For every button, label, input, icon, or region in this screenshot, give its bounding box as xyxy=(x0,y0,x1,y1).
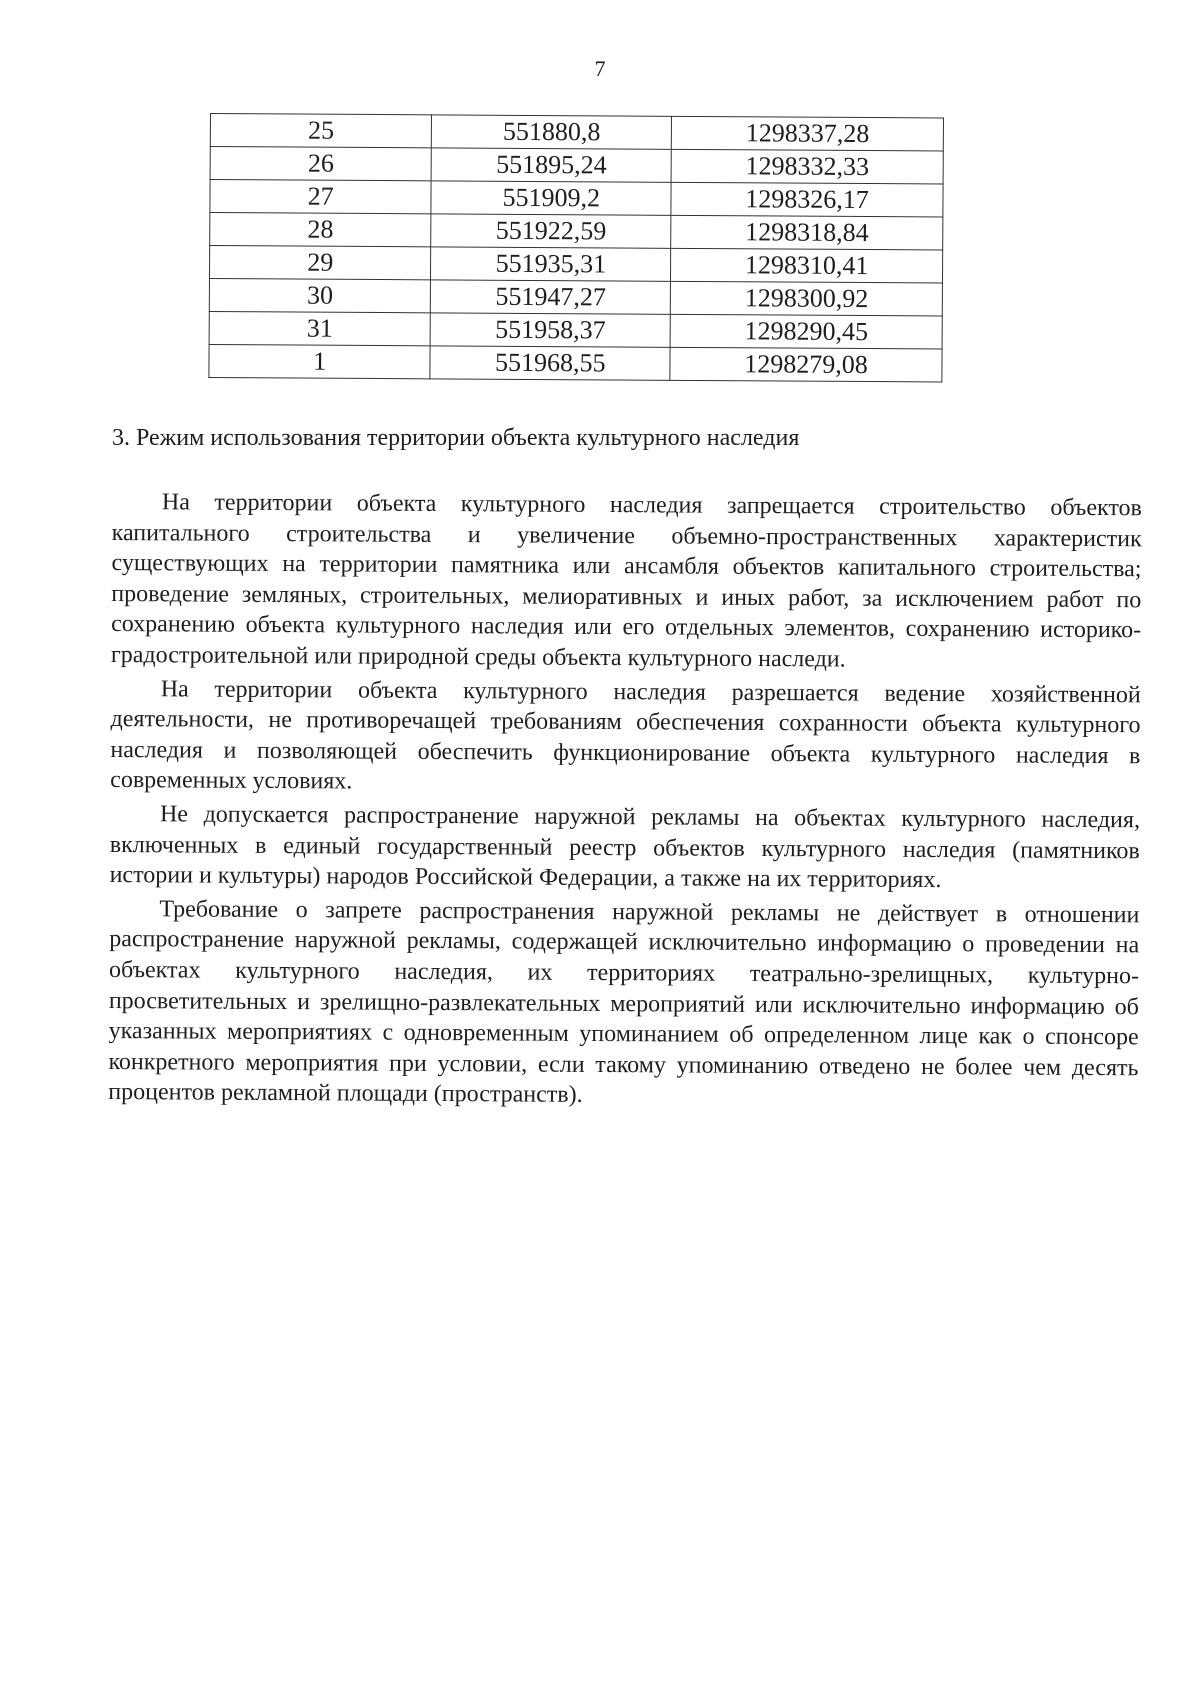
table-row xyxy=(209,344,942,381)
point-number-cell: 28 xyxy=(210,213,432,247)
x-coordinate-cell: 551909,2 xyxy=(431,181,671,215)
y-coordinate-cell: 1298300,92 xyxy=(671,281,943,316)
table-row xyxy=(210,213,943,250)
x-coordinate-cell: 551895,24 xyxy=(431,148,671,182)
paragraph-permitted-activity: На территории объекта культурного наследия разрешается ведение хозяйственной деятельности, не противоречащей требованиям обеспечения сохранности объекта культурного наследия и позволяющей обеспечить функционирование объекта культурного наследия в современных условиях. xyxy=(110,675,1141,795)
point-number-cell: 31 xyxy=(209,311,431,345)
x-coordinate-cell: 551922,59 xyxy=(431,214,671,248)
x-coordinate-cell: 551958,37 xyxy=(430,313,670,347)
point-number-cell: 25 xyxy=(210,114,432,148)
table-row xyxy=(210,114,943,151)
x-coordinate-cell: 551880,8 xyxy=(432,115,672,149)
table-row xyxy=(209,246,942,283)
point-number-cell: 1 xyxy=(209,344,431,378)
table-row xyxy=(209,278,942,315)
point-number-cell: 27 xyxy=(210,180,432,214)
y-coordinate-cell: 1298290,45 xyxy=(670,314,942,349)
table-row xyxy=(210,180,943,217)
y-coordinate-cell: 1298337,28 xyxy=(672,116,944,151)
point-number-cell: 29 xyxy=(209,246,431,280)
point-number-cell: 30 xyxy=(209,278,431,312)
y-coordinate-cell: 1298279,08 xyxy=(670,347,942,382)
table-row xyxy=(209,311,942,348)
point-number-cell: 26 xyxy=(210,147,432,181)
paragraph-advertising-ban: Не допускается распространение наружной рекламы на объектах культурного наследия, включенных в единый государственный реестр объектов культурного наследия (памятников истории и культуры) народов Российской Федерации, а также на их территориях. xyxy=(109,801,1141,894)
section-heading: 3. Режим использования территории объекта культурного наследия xyxy=(112,425,800,451)
x-coordinate-cell: 551935,31 xyxy=(431,247,671,281)
coordinates-table xyxy=(208,113,944,382)
x-coordinate-cell: 551947,27 xyxy=(431,280,671,314)
section-body xyxy=(108,487,1142,1114)
y-coordinate-cell: 1298332,33 xyxy=(671,149,943,184)
y-coordinate-cell: 1298318,84 xyxy=(671,215,943,250)
paragraph-advertising-exception: Требование о запрете распространения наружной рекламы не действует в отношении распространение наружной рекламы, содержащей исключительно информацию о проведении на объектах культурного наследия, их территориях театрально-зрелищных, культурно-просветительных и зрелищно-развлекательных мероприятий или исключительно информацию об указанных мероприятиях с одновременным упоминанием об определенном лице как о спонсоре конкретного мероприятия при условии, если такому упоминанию отведено не более чем десять процентов рекламной площади (пространств). xyxy=(108,896,1140,1109)
x-coordinate-cell: 551968,55 xyxy=(430,346,670,380)
y-coordinate-cell: 1298326,17 xyxy=(671,182,943,217)
table-row xyxy=(210,147,943,184)
coordinates-table-body xyxy=(209,114,944,382)
y-coordinate-cell: 1298310,41 xyxy=(671,248,943,283)
paragraph-prohibitions: На территории объекта культурного наследия запрещается строительство объектов капитального строительства и увеличение объемно-пространственных характеристик существующих на территории памятника или ансамбля объектов капитального строительства; проведение земляных, строительных, мелиоративных и иных работ, за исключением работ по сохранению объекта культурного наследия или его отдельных элементов, сохранению историко-градостроительной или природной среды объекта культурного наследи. xyxy=(110,489,1142,673)
page-number: 7 xyxy=(594,56,606,81)
